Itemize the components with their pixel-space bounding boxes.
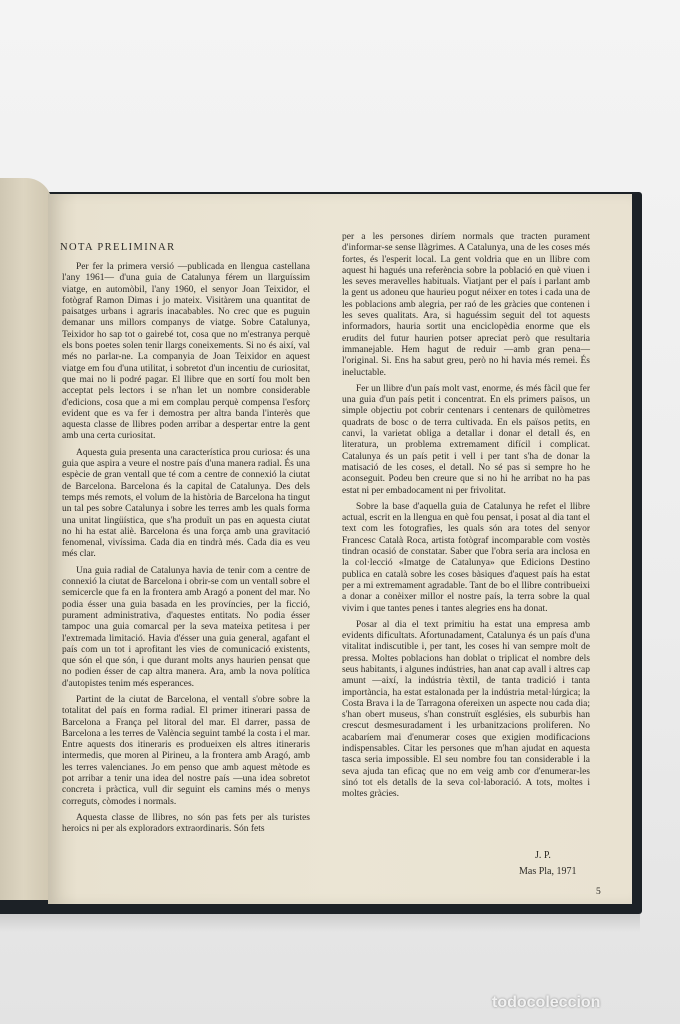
page-number: 5 [596, 887, 601, 897]
paragraph: Fer un llibre d'un país molt vast, enorme, és més fàcil que fer una guia d'un país petit i concentrat. En els primers països, un simple objectiu pot cobrir centenars i centenars de quilòmetres quadrats de bosc o de terra cultivada. En els països petits, en canvi, la varietat obliga a detallar i donar el detall és, en literatura, un problema extremament difícil i complicat. Catalunya és un país petit i vell i per tant s'ha de donar la matisació de les coses, el detall. No sé pas si sempre ho he aconseguit. Podeu ben creure que si no hi he arribat no ha pas estat ni per embadocament ni per frivolitat. [342, 383, 590, 496]
paragraph: Aquesta guia presenta una característica prou curiosa: és una guia que aspira a veure el nostre país d'una manera radial. És una espècie de gran ventall que té com a centre de connexió la ciutat de Barcelona. Barcelona és la capital de Catalunya. Des dels temps més remots, el volum de la història de Barcelona ha tingut un tal pes sobre Catalunya i sobre les terres amb les quals forma una unitat lingüística, que s'ha produït un pas en aquesta ciutat no hi ha estat aliè. Barcelona és una força amb una gravitació fenomenal, vivíssima. Cada dia en tindrà més. Cada dia es veu més clar. [62, 447, 310, 560]
paragraph: Una guia radial de Catalunya havia de tenir com a centre de connexió la ciutat de Barcelona i obrir-se com un ventall sobre el semicercle que fa en la frontera amb Aragó a ponent del mar. No podia ésser una guia basada en les províncies, per la ficció, purament administrativa, d'aquestes entitats. No podia ésser tampoc una guia comarcal per la seva mateixa petitesa i per l'extremada limitació. Havia d'ésser una guia general, agafant el país com un tot i aprofitant les vies de comunicació existents, que són el que són, i que durant molts anys haurien pensat que no podien ésser de cap altra manera. Ara, amb la nova política d'autopistes tenim més esperances. [62, 565, 310, 689]
paragraph: Sobre la base d'aquella guia de Catalunya he refet el llibre actual, escrit en la llengua en què fou pensat, i posat al dia tant el text com les fotografies, les quals són ara totes del senyor Francesc Català Roca, artista fotògraf incomparable com vostès tindran ocasió de constatar. Saber que l'obra seria ara inclosa en la col·lecció «Imatge de Catalunya» que Edicions Destino publica en català sobre les coses bàsiques d'aquest país ha estat per a mi extremament agradable. Tant de bo el llibre contribueixi a donar a conèixer millor el nostre país, la terra sobre la qual vivim i que tantes penes i tantes alegries ens ha donat. [342, 501, 590, 614]
left-text-column [62, 262, 310, 884]
signature-initials: J. P. [535, 850, 551, 861]
page-heading: NOTA PRELIMINAR [60, 242, 176, 253]
paragraph: Partint de la ciutat de Barcelona, el ventall s'obre sobre la totalitat del país en forma radial. El primer itinerari passa de Barcelona a França pel litoral del mar. El darrer, passa de Barcelona a les terres de València seguint també la costa i el mar. Entre aquests dos itineraris es produeixen els altres itineraris intermedis, que moren al Pirineu, a la frontera amb Aragó, amb les terres valencianes. Jo em penso que amb aquest mètode es pot arribar a tenir una idea del nostre país —una idea sobretot concreta i pràctica, vull dir seguint els camins més o menys correguts, còmodes i normals. [62, 694, 310, 807]
paragraph: Per fer la primera versió —publicada en llengua castellana l'any 1961— d'una guia de Catalunya férem un llarguíssim viatge, en automòbil, l'any 1960, el senyor Joan Teixidor, el fotògraf Ramon Dimas i jo mateix. Visitàrem una quantitat de paisatges urbans i agraris inacabables. No crec que es puguin demanar uns millors companys de viatge. Sobre Catalunya, Teixidor ho sap tot o gairebé tot, cosa que no m'estranya perquè els bons poetes solen tenir llargs coneixements. Si no és així, val més no parlar-ne. La companyia de Joan Teixidor en aquest viatge em fou d'una utilitat, i sobretot d'un incentiu de curiositat, que mai no li podré pagar. El llibre que en sortí fou molt ben acceptat pels lectors i se n'han let un nombre considerable d'edicions, cosa que a mi em complau perquè compensa l'esforç evident que es va fer i demostra per altra banda l'interès que aquesta classe de llibres poden arribar a despertar entre la gent amb una certa curiositat. [62, 262, 310, 442]
signature-place-date: Mas Pla, 1971 [519, 866, 577, 877]
paragraph: per a les persones diríem normals que tracten purament d'informar-se sense llàgrimes. A Catalunya, una de les coses més fortes, és l'esperit local. La gent voldria que en un llibre com aquest hi hagués una referència sobre la població en què viuen i les seves meravelles habituals. Viatjant per el país i parlant amb la gent us adoneu que haurieu pogut néixer en totes i cada una de les poblacions amb alegria, per raó de les gràcies que contenen i les seves qualitats. Ara, si haguéssim seguit del tot aquests informadors, hauria sortit una enciclopèdia enorme que els erudits del futur haurien potser apreciat però que resultaria immanejable. Hem hagut de reduir —amb gran pena— l'original. Si. Ens ha sabut greu, però no hi havia més remei. És ineluctable. [342, 232, 590, 378]
left-page-edge [0, 178, 52, 900]
watermark: todocoleccion [492, 994, 601, 1011]
paragraph: Posar al dia el text primitiu ha estat una empresa amb evidents dificultats. Afortunadament, Catalunya és un país d'una vitalitat indiscutible i, per tant, les coses hi van sempre molt de pressa. Moltes poblacions han doblat o triplicat el nombre dels seus habitants, i algunes indústries, han anat cap avall i altres cap amunt —així, la indústria tèxtil, de tanta tradició i tanta importància, ha estat estalonada per la indústria metal·lúrgica; la Costa Brava i la de Tarragona ofereixen un aspecte nou cada dia; s'han obert museus, s'han construït esglésies, els suburbis han crescut desmesuradament i les urbanitzacions proliferen. No acabaríem mai d'enumerar coses que exigien modificacions indispensables. Citar les persones que m'han ajudat en aquesta tasca seria impossible. El seu nombre fou tan considerable i la seva ajuda tan eficaç que no em veig amb cor d'enumerar-les sinó tot els detalls de la seva col·laboració. A tots, moltes i moltes gràcies. [342, 619, 590, 800]
right-text-column [342, 232, 590, 842]
paragraph: Aquesta classe de llibres, no són pas fets per als turistes heroics ni per als exploradors extraordinaris. Són fets [62, 812, 310, 835]
